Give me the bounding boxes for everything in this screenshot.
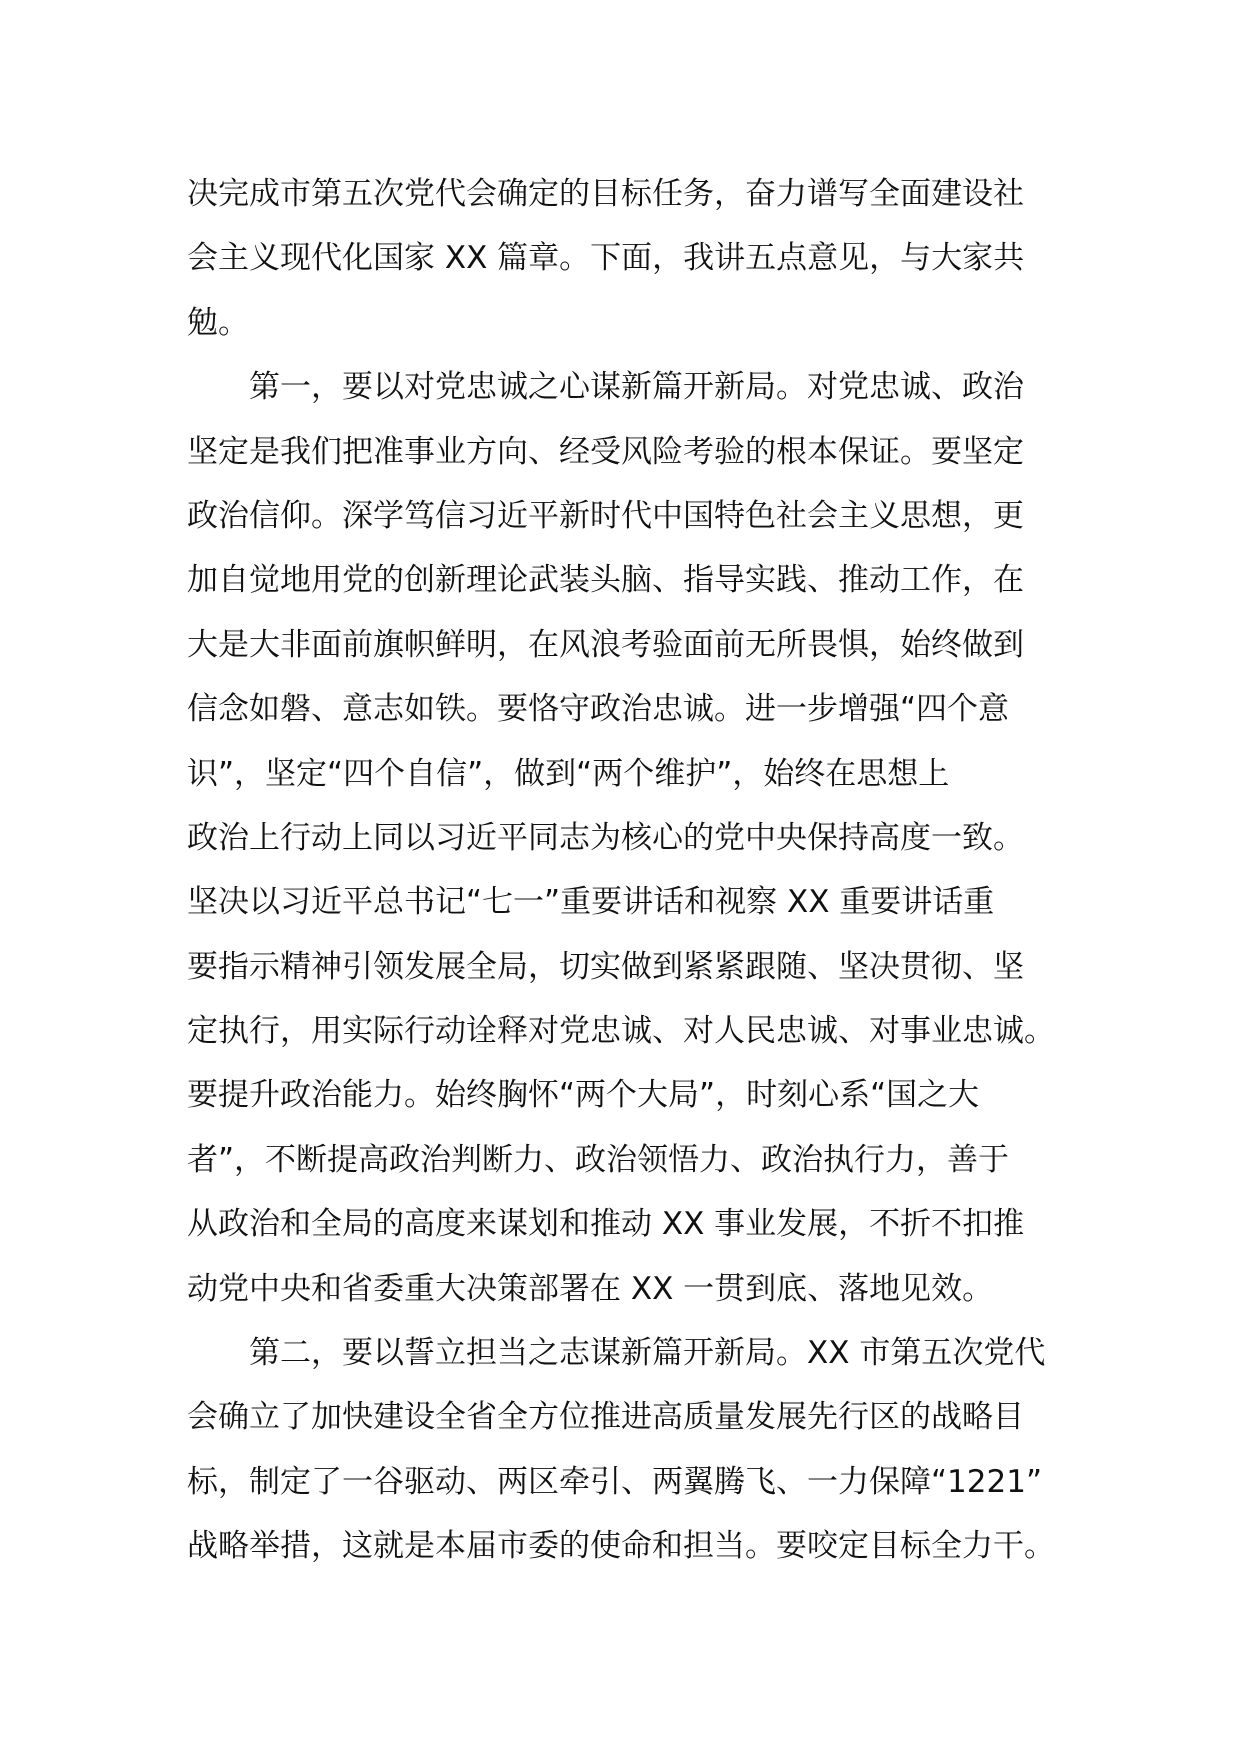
text-line: 会主义现代化国家 XX 篇章。下面，我讲五点意见，与大家共 [187, 240, 1025, 277]
text-line: 定执行，用实际行动诠释对党忠诚、对人民忠诚、对事业忠诚。 [187, 1013, 1055, 1050]
text-line: 识”，坚定“四个自信”，做到“两个维护”，始终在思想上 [187, 755, 950, 792]
text-line: 勉。 [187, 304, 249, 341]
text-line: 者”，不断提高政治判断力、政治领悟力、政治执行力，善于 [187, 1141, 1010, 1178]
text-line: 坚定是我们把准事业方向、经受风险考验的根本保证。要坚定 [187, 433, 1024, 470]
text-line: 信念如磐、意志如铁。要恪守政治忠诚。进一步增强“四个意 [187, 691, 1010, 728]
text-line: 政治上行动上同以习近平同志为核心的党中央保持高度一致。 [187, 819, 1024, 856]
text-line: 政治信仰。深学笃信习近平新时代中国特色社会主义思想，更 [187, 497, 1024, 534]
text-line: 战略举措，这就是本届市委的使命和担当。要咬定目标全力干。 [187, 1528, 1055, 1565]
text-line: 会确立了加快建设全省全方位推进高质量发展先行区的战略目 [187, 1399, 1024, 1436]
text-line: 要提升政治能力。始终胸怀“两个大局”，时刻心系“国之大 [187, 1077, 980, 1114]
text-line: 标，制定了一谷驱动、两区牵引、两翼腾飞、一力保障“1221” [187, 1463, 1043, 1500]
text-line: 动党中央和省委重大决策部署在 XX 一贯到底、落地见效。 [187, 1270, 994, 1307]
text-line: 加自觉地用党的创新理论武装头脑、指导实践、推动工作，在 [187, 562, 1024, 599]
paragraph-first-line: 第一，要以对党忠诚之心谋新篇开新局。对党忠诚、政治 [249, 369, 1024, 406]
text-line: 从政治和全局的高度来谋划和推动 XX 事业发展，不折不扣推 [187, 1206, 1025, 1243]
paragraph-first-line: 第二，要以誓立担当之志谋新篇开新局。XX 市第五次党代 [249, 1335, 1046, 1372]
body-text [187, 162, 1067, 1579]
text-line: 决完成市第五次党代会确定的目标任务，奋力谱写全面建设社 [187, 176, 1024, 212]
text-line: 大是大非面前旗帜鲜明，在风浪考验面前无所畏惧，始终做到 [187, 626, 1024, 663]
text-line: 坚决以习近平总书记“七一”重要讲话和视察 XX 重要讲话重 [187, 884, 995, 921]
text-line: 要指示精神引领发展全局，切实做到紧紧跟随、坚决贯彻、坚 [187, 948, 1024, 985]
